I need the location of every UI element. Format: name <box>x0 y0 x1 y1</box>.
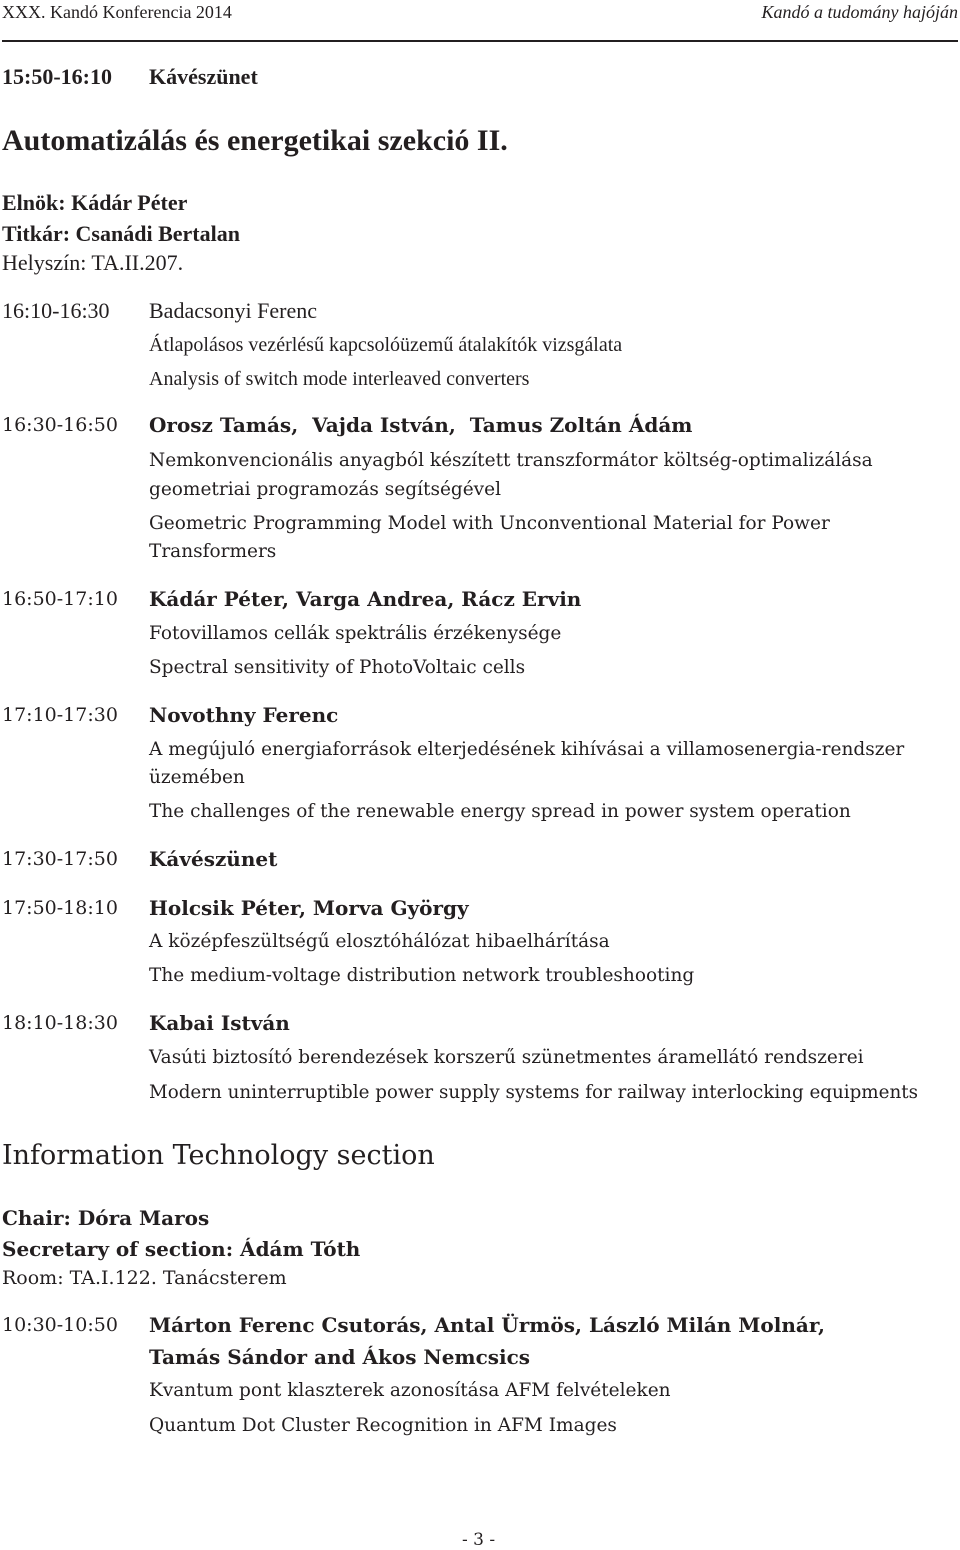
talk-title-en: Geometric Programming Model with Unconventional Material for Power <box>149 513 830 534</box>
break-time: 15:50-16:10 <box>2 64 112 89</box>
talk-authors: Márton Ferenc Csutorás, Antal Ürmös, László Milán Molnár, <box>149 1313 825 1337</box>
break-time: 17:30-17:50 <box>2 848 118 870</box>
break-label: Kávészünet <box>149 847 278 871</box>
talk-title-hu: Fotovillamos cellák spektrális érzékenysége <box>149 623 562 644</box>
talk-authors: Kádár Péter, Varga Andrea, Rácz Ervin <box>149 587 582 611</box>
break-label: Kávészünet <box>149 64 258 89</box>
talk-time: 16:30-16:50 <box>2 414 118 436</box>
section-chair: Chair: Dóra Maros <box>2 1206 210 1230</box>
talk-authors: Novothny Ferenc <box>149 703 339 727</box>
talk-time: 17:50-18:10 <box>2 897 118 919</box>
talk-time: 18:10-18:30 <box>2 1012 118 1034</box>
section-chair: Elnök: Kádár Péter <box>2 190 188 215</box>
section-room: Room: TA.I.122. Tanácsterem <box>2 1267 287 1289</box>
talk-title-en: The medium-voltage distribution network troubleshooting <box>149 965 695 986</box>
talk-title-hu-cont: geometriai programozás segítségével <box>149 479 501 500</box>
talk-title-en: The challenges of the renewable energy spread in power system operation <box>149 801 851 822</box>
talk-time: 16:50-17:10 <box>2 588 118 610</box>
section-title: Information Technology section <box>2 1140 435 1171</box>
section-secretary: Secretary of section: Ádám Tóth <box>2 1237 361 1261</box>
section-secretary: Titkár: Csanádi Bertalan <box>2 221 240 246</box>
talk-title-en: Modern uninterruptible power supply systems for railway interlocking equipments <box>149 1082 918 1103</box>
running-header-left: XXX. Kandó Konferencia 2014 <box>2 2 232 22</box>
talk-authors-cont: Tamás Sándor and Ákos Nemcsics <box>149 1345 531 1369</box>
talk-title-hu: Vasúti biztosító berendezések korszerű szünetmentes áramellátó rendszerei <box>149 1047 864 1068</box>
talk-authors: Kabai István <box>149 1011 290 1035</box>
section-room: Helyszín: TA.II.207. <box>2 250 184 275</box>
talk-authors: Orosz Tamás, Vajda István, Tamus Zoltán Ádám <box>149 413 693 437</box>
talk-title-en: Spectral sensitivity of PhotoVoltaic cells <box>149 657 526 678</box>
talk-title-hu: Kvantum pont klaszterek azonosítása AFM felvételeken <box>149 1380 671 1401</box>
talk-title-hu: A középfeszültségű elosztóhálózat hibaelhárítása <box>149 931 610 952</box>
section-title: Automatizálás és energetikai szekció II. <box>2 124 508 157</box>
talk-title-en: Quantum Dot Cluster Recognition in AFM Images <box>149 1415 617 1436</box>
running-header-right: Kandó a tudomány hajóján <box>761 2 958 22</box>
talk-authors: Badacsonyi Ferenc <box>149 298 317 323</box>
talk-title-hu: Átlapolásos vezérlésű kapcsolóüzemű átalakítók vizsgálata <box>149 334 623 356</box>
talk-title-hu: Nemkonvencionális anyagból készített transzformátor költség-optimalizálása <box>149 450 873 471</box>
talk-title-hu-cont: üzemében <box>149 767 245 788</box>
page-number: - 3 - <box>462 1530 496 1550</box>
talk-authors: Holcsik Péter, Morva György <box>149 896 469 920</box>
talk-time: 17:10-17:30 <box>2 704 118 726</box>
talk-time: 10:30-10:50 <box>2 1314 118 1336</box>
talk-title-en: Analysis of switch mode interleaved converters <box>149 368 530 390</box>
header-rule <box>2 40 958 42</box>
talk-title-hu: A megújuló energiaforrások elterjedésének kihívásai a villamosenergia-rendszer <box>149 739 905 760</box>
talk-title-en-cont: Transformers <box>149 541 277 562</box>
talk-time: 16:10-16:30 <box>2 298 110 323</box>
